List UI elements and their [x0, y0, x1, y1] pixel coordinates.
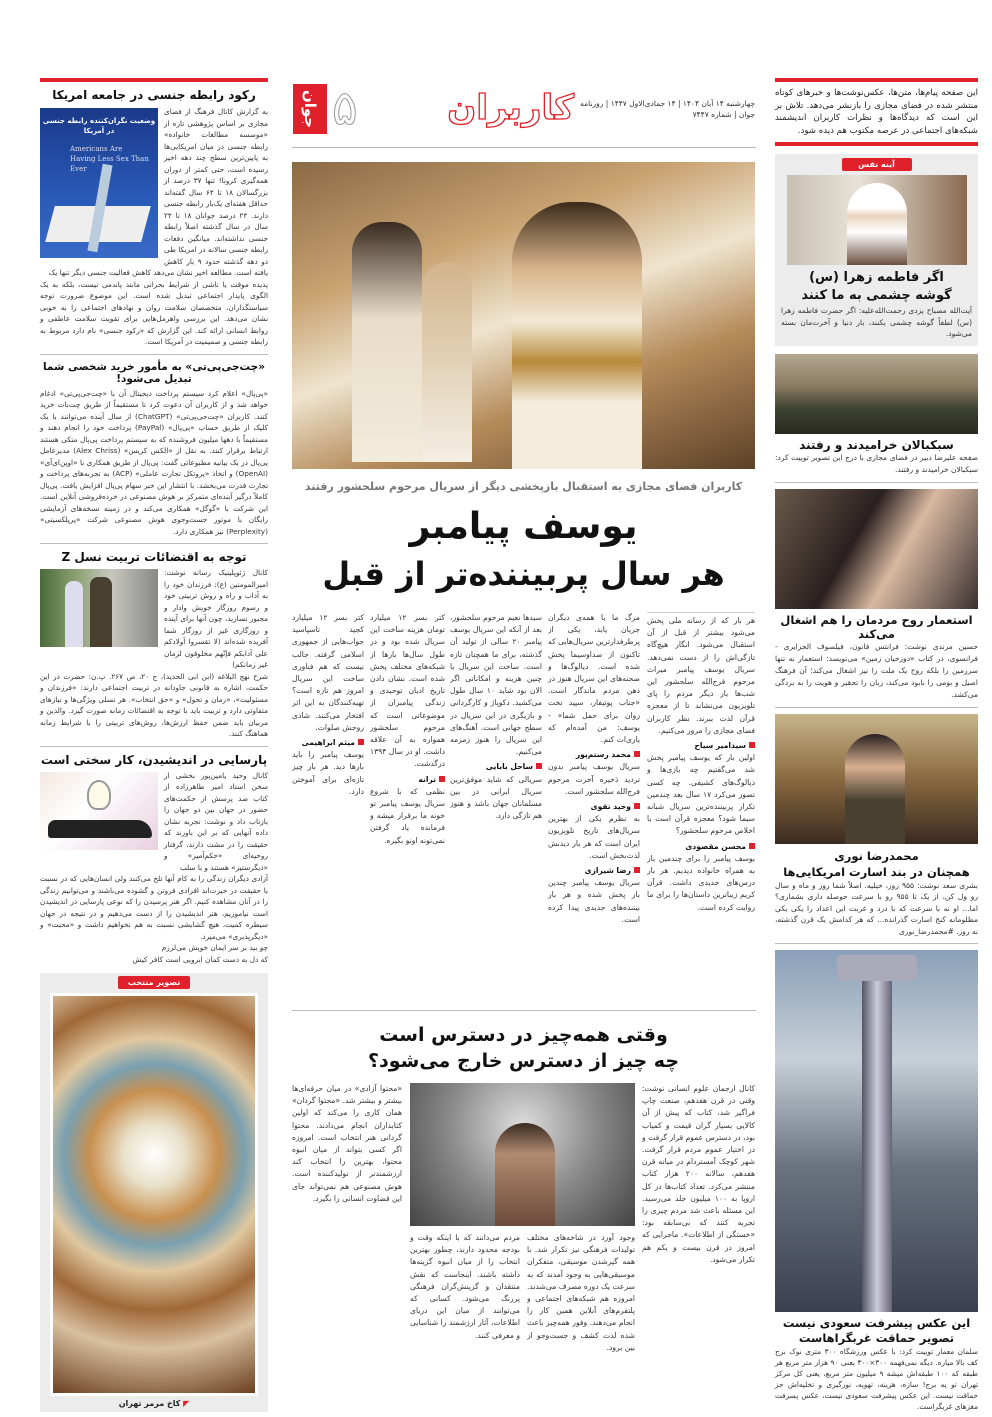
maleficent-photo [775, 489, 978, 609]
quote-text: اولین بار که یوسف پیامبر پخش شد می‌گفتیم چه بازی‌ها و دیالوگ‌های کشیفی. چه کسی تصور می‌کرد ۱۷ سال بعد چندمین تکرار پربیننده‌ترین سریال شبانه سیما شود؟ معجزه قرآن است یا اخلاص مرحوم سلحشور؟ [647, 753, 755, 836]
main-column-4 [370, 612, 445, 1004]
caption-marker-icon: ◤ [183, 1399, 190, 1408]
column-text: مرگ ما با همه‌ی دیگران جریان یابد، یکی از پرطرفدارترین سریال‌هایی که تاکنون از صداوسیما پخش شده است. دیالوگ‌ها و صحنه‌های این سریال هنوز در ذهن مردم ماندگار است. «جناب پوتیفار، سپید تخت روان برای حمل شما» - یوسف: من آمده‌ام که یاری‌ات کنم. [548, 613, 640, 745]
quote-author: ترانه [418, 774, 436, 784]
article2-headline [292, 1022, 755, 1074]
headline-line: محمدرضا نوری [834, 848, 919, 863]
headline-line: وقتی همه‌چیز در دسترس است [379, 1024, 668, 1046]
left-story-4 [40, 753, 268, 966]
logo: جوان [293, 84, 327, 134]
quote-text: به نظرم یکی از بهترین سریال‌های تاریخ تلویزیون ایران است که هر بار دیدنش لذت‌بخش است. [548, 814, 640, 860]
prisoner-illustration [775, 714, 978, 844]
article2-column-3 [410, 1232, 520, 1408]
main-column-5 [292, 612, 364, 1004]
featured-photo-box [40, 973, 268, 1412]
column-text: کتر بسر ۱۲ میلیارد تومان هزینه ساخت این سریال شده بود و در طول سال‌ها بارها از شبکه‌های مختلف پخش شده است. نشان دادن تاریخ ادیان توحیدی و زندگی پیامبران از موضوعاتی است که مرحوم سلحشور همواره به آن علاقه داشت. او در سال ۱۳۹۴ درگذشت. [370, 613, 445, 769]
left-s3-text-cont: شرح نهج البلاغه (ابن ابی الحدید)، ج ۲۰، ص ۲۶۷. پ.ن: حضرت در این حکمت، اشاره به قانونی جاودانه در تربیت اجتماعی دارند: «فرزندان و مسئولیت»، «زمان و تحول» و «حق انتخاب». هر نسلی ویژگی‌ها و نیازهای متفاوتی دارد و تربیت باید با توجه به اقتضائات زمانه صورت گیرد. والدین و مربیان باید ضمن حفظ ارزش‌ها، روش‌های تربیتی را با شرایط زمانه هماهنگ کنند. [40, 671, 268, 738]
quote-author: میثم ابراهیمی [301, 738, 355, 748]
quote-author: ساحل بابایی [485, 762, 533, 772]
s3-text: حسین مرندی نوشت: فرانتس فانون، فیلسوف الجزایری - فرانسوی، در کتاب «دوزخیان زمین» می‌نویسد: استعمار نه تنها سرزمین را بلکه روح یک ملت را نیز اشغال می‌کند؛ آن فرهنگ اصیل و بومی را نابود می‌کند، زبان را تحقیر و هویت را به بردگی می‌کشد. [775, 641, 978, 699]
column-text: مردم می‌دانند که با اینکه وقت و بودجه محدود دارند، چطور بهترین انتخاب را از میان انبوه گزینه‌ها داشته باشند. اینجاست که نقش منتقدان و گزینش‌گران فرهنگی پررنگ می‌شود. کسانی که می‌توانند از میان این دریای اطلاعات، آثار ارزشمند را شناسایی و معرفی کنند. [410, 1233, 520, 1340]
main-headline: یوسف پیامبر [409, 506, 638, 547]
quote-author: سیدامیر سیاح [694, 741, 746, 751]
box-headline [781, 269, 972, 305]
quote-text: یوسف پیامبر را برای چندمین بار به همراه خانواده دیدیم. هر بار درس‌های جدیدی داشت. قرآن کریم زیباترین داستان‌ها را برای ما روایت کرده است. [647, 853, 755, 912]
quote-author: محمد رستم‌پور [575, 750, 631, 760]
quote-text: سریال یوسف پیامبر بدون تردید ذخیره آخرت مرحوم فرج‌الله سلحشور است. [548, 762, 640, 796]
left-story-1 [40, 82, 268, 348]
page-number: ۵ [332, 80, 358, 136]
left-s1-text-cont: پدیده موقت یا ناشی از شرایط بحرانی مانند پاندمی نیست، بلکه به یک الگوی پایدار اجتماعی تبدیل شده است. این موضوع ضرورت توجه سیاستگذاران، متخصصان سلامت روان و نهادهای اجتماعی را به خوبی نشان می‌دهد. این بررسی واهرمل‌هایی برای تقویت سلامت عاطفی و روابط انسانی ارائه کند. این گزارش که «رکود جنسی» نام دارد مربوط به رابطه جنسی و صمیمیت در آمریکا است. [40, 279, 268, 346]
column-text: وجود آورد در شاخه‌های مختلف تولیدات فرهنگی نیز تکرار شد. با همه گیرشدن موسیقی، متفکران موسیقی‌هایی به وجود آمدند که به سرعت یک دوره مصرف می‌شدند. امروزه هم شبکه‌های اجتماعی و پلتفرم‌های آنلاین همین کار را انجام می‌دهند. وفور همه‌چیز باعث شده لذت کشف و جست‌وجو از بین برود. [527, 1233, 635, 1352]
quote-text: سریالی که شاید موفق‌ترین سریال ایرانی در بین مسلمانان جهان باشد و هنوز هم تازگی دارد. [450, 774, 542, 821]
main-column-3 [450, 612, 542, 1004]
headline-line: همچنان در بند اسارت امریکایی‌ها [783, 864, 970, 879]
page-intro: این صفحه پیام‌ها، متن‌ها، عکس‌نوشت‌ها و خبرهای کوتاه منتشر شده در فضای مجازی را بازنشر می‌دهد. تلاش بر این است که دیدگاه‌ها و نظرات کاربران اندیشمند شبکه‌های اجتماعی در عرصه مکتوب هم دیده شود. [775, 88, 978, 136]
left-s3-headline: توجه به اقتضائات تربیت نسل Z [61, 550, 247, 564]
main-column-1 [647, 612, 755, 1004]
column-text: سیدها نعیم مرحوم سلحشور، بعد از آنکه این سریال یوسف پیامبر ۲۰ سالی از تولید آن گذشته، برای ما همچنان تازه است. ساخت این سریال با چنین هزینه و امکاناتی اگر الان بود شاید ۱۰ سال طول می‌کشید. دکوپاژ و کارگردانی و بازیگری در این سریال در سطح جهانی است. آهنگ‌های این سریال را هنوز زمزمه می‌کنیم. [450, 613, 542, 757]
left-s4-text: کانال وحید یامین‌پور بخشی از سخن استاد امیر طاهرزاده از کتاب صد پرسش از حکمت‌های حضور در جهان بین دو جهان را بازتاب داد و نوشت: تجربه نشان داده آنهایی که بر این باورند که حقیقت را در مشت دارند، گرفتار روحیه‌ای «حکم‌آمیز» و «دیگرستیز» هستند و با سلب [164, 770, 268, 872]
headline-line: تصویر حماقت غربگراهاست [798, 1331, 955, 1345]
cleric-photo [787, 175, 967, 265]
article2-column-4 [292, 1083, 402, 1408]
bed-illustration [40, 108, 158, 258]
left-story-3 [40, 550, 268, 740]
s3-headline: استعمار روح مردمان را هم اشغال می‌کند [780, 612, 973, 641]
box-text: آیت‌الله مصباح یزدی رحمت‌الله‌علیه: اگر حضرت فاطمه زهرا (س) لطفاً گوشه چشمی بکنند، بار دنیا و آخرت‌مان بسته می‌شود. [781, 306, 972, 338]
s2-headline: سبکبالان خرامیدند و رفتند [799, 437, 954, 452]
s5-headline [775, 1316, 978, 1346]
s4-headline [775, 848, 978, 880]
featured-photo-tag: تصویر منتخب [118, 976, 190, 989]
main-subheadline: هر سال پربیننده‌تر از قبل [322, 555, 725, 593]
marble-palace-photo [50, 993, 258, 1396]
poem-line: که دل به دست کمان ابرویی است کافر کیش [132, 954, 268, 964]
dateline: چهارشنبه ۱۴ آبان ۱۴۰۴ | ۱۴ جمادی‌الاول ۱۴۴۷ | روزنامه جوان | شماره ۷۴۴۷ [580, 99, 755, 119]
left-s2-headline: «چت‌جی‌پی‌تی» به مأمور خرید شخصی شما تبدیل می‌شود! [42, 360, 265, 385]
right-column [775, 78, 978, 1412]
headline-line: این عکس پیشرفت سعودی نیست [782, 1316, 971, 1330]
headline-line: چه چیز از دسترس خارج می‌شود؟ [367, 1050, 680, 1072]
main-lead: هر بار که از رسانه ملی پخش می‌شود بیشتر از قبل از آن استقبال می‌شود. انگار هیچ‌گاه تازگی‌اش را از دست نمی‌دهد. سریال یوسف پیامبر میراث مرحوم فرج‌الله سلحشور این شب‌ها بار دیگر مردم را پای تلویزیون می‌نشاند تا از معجزه قرآن لذت ببرند. نظر کاربران فضای مجازی را مرور می‌کنیم. [647, 612, 755, 737]
column-text: کتر بسر ۱۲ میلیارد کجید تاسپاسید جواب‌هایی از جمهوری اسلامی گرفته. جالب نیست که هم فناوری ساخت این سریال امروز هم تازه است؟ تهیه‌کنندگان به این اثر افتخار می‌کنند. شادی روحش صلوات. [292, 613, 364, 732]
section-title: کاربران [447, 88, 574, 128]
quote-box [775, 154, 978, 346]
main-column-2 [548, 612, 640, 1004]
caption-text: کاخ مرمر تهران [118, 1399, 181, 1408]
s5-text: سلمان معمار توییت کرد: با عکس ورزشگاه ۳۰۰ متری نوک برج کف بالا میاره. دیگه نمی‌فهمه ۳۰۰×۳۰۰ یعنی ۹۰ هزار متر مربع هر طبقه که ۱۰۰ طبقه‌اش میشه ۹ میلیون متر مربع، یعنی کل مرکز تهران تو یه برج! سازه، هزینه، تهویه، نورگیری و تخلیه‌اش جز حماقت نیست. این عکس پیشرفت سعودی نیست، عکس پسرفت مغزهای غربگراست. [775, 1347, 979, 1411]
image-title: وضعیت نگران‌کننده رابطه جنسی در آمریکا [42, 117, 156, 135]
column-text: «محتوا آزادی» در میان حرفه‌ای‌ها بیشتر و بیشتر شد. «محتوا گردان» همان کاری را می‌کند که اولین کتابداران انجام می‌دادند. محتوا گردانی هنر انتخاب است. امروزه اگر کسی بتواند از میان انبوه محتوا، بهترین را انتخاب کند ارزشمندتر از تولیدکننده است. هوش مصنوعی هم نمی‌تواند جای این قضاوت انسانی را بگیرد. [292, 1084, 402, 1203]
left-s2-text: «پی‌پال» اعلام کرد سیستم پرداخت دیجیتال آن با «چت‌جی‌پی‌تی» ادغام خواهد شد و از کاربران آن دعوت کرد تا مستقیماً از طریق چت‌بات خرید کنند. کاربران «چت‌جی‌پی‌تی» (ChatGPT) از سال آینده می‌توانند با یک کلیک از طریق حساب «پی‌پال» (PayPal) پرداخت خود را انجام دهند و مستقیماً با دهها میلیون فروشنده که به سیستم پرداخت پی‌پال متکی هستند ارتباط برقرار کنند. به نقل از «الکس کریس» (Alex Chriss) مدیرعامل پی‌پال در یک بیانیه مطبوعاتی گفت: پی‌پال از طریق همکاری با «اوپن‌ای‌آی» (OpenAI) و اتخاذ «پروتکل تجارت عاملی» (ACP) به تجربه‌های پرداخت و تجارت قدرت می‌بخشد. با انتشار این خبر سهام پی‌پال افزایش یافت. پی‌پال کاملاً درگیر آینده‌ای متمرکز بر هوش مصنوعی در خرده‌فروشی آنلاین است. این شرکت با «گوگل» همکاری می‌کند و در زمینه نسخه‌های آزمایشی رایگان با موتور جست‌وجوی هوش مصنوعی شرکت «پرپلکسیتی» (Perplexity) نیز همکاری دارد. [40, 388, 268, 536]
quote-author: وحید تقوی [590, 802, 631, 812]
quote-text: یوسف پیامبر را باید بارها دید. هر بار چیز تازه‌ای برای آموختن دارد. [292, 750, 364, 796]
article2-column-2 [527, 1232, 635, 1408]
image-title-en: Americans Are Having Less Sex Than Ever [70, 145, 149, 173]
main-kicker: کاربران فضای مجازی به استقبال بازپخشی دیگر از سریال مرحوم سلحشور رفتند [304, 480, 743, 493]
commanders-group-photo [775, 354, 978, 434]
column-text: کانال ارجمان علوم انسانی نوشت: وقتی در قرن هفدهم، صنعت چاپ فراگیر شد، کتاب که پیش از آن کالایی بسیار گران قیمت و کمیاب بود، در دسترس عموم قرار گرفت و در اختیار عموم مردم قرار گرفت. شهر کوچک آمستردام در میانه قرن هفدهم، سالانه ۲۰۰ هزار کتاب منتشر می‌کرد. تعداد کتاب‌ها در کل اروپا به ۱۰۰ میلیون جلد می‌رسید. این مسئله باعث شد مردم چیزی را تجربه کنند که بی‌سابقه بود: «خستگی از اطلاعات». ماجرایی که امروز در قرن بیست و یکم هم تکرار می‌شود. [642, 1084, 755, 1264]
left-column [40, 78, 268, 1412]
left-s1-headline: رکود رابطه جنسی در جامعه امریکا [52, 88, 256, 102]
main-photo-yusuf-series [292, 162, 755, 469]
headline-line: اگر فاطمه زهرا (س) [809, 270, 944, 285]
poem-line: چو بید بر سر ایمان خویش می‌لرزم [161, 943, 268, 952]
saudi-tower-photo [775, 950, 978, 1312]
s2-text: صفحه علیرضا دبیر در فضای مجازی با درج این تصویر توییت کرد: سبکبالان خرامیدند و رفتند. [775, 452, 978, 474]
left-s4-text-cont: آزادی دیگران زندگی را به کام آنها تلخ می‌کنند ولی انسان‌هایی که در نسبت با حقیقت در حیرت‌اند افرادی فروتن و گشوده می‌باشند و می‌توانیم زندگی را در آنان مشاهده کنیم. اگر هنر پرسیدن را که نوعی پارسایی در اندیشیدن است نیاموزیم، هنر اندیشیدن را از دست می‌دهیم و در نتیجه در جهان سیطره کمیت، هیچ گشایشی نسبت به هم نخواهیم داشت و «محبت» و «دیگرپذیری» می‌میرد. [40, 874, 268, 941]
street-youth-photo [40, 569, 158, 647]
lightbulb-hand-image [40, 772, 158, 850]
quote-author: رضا شیرازی [584, 866, 631, 876]
headline-line: گوشه چشمی به ما کنند [801, 288, 952, 303]
quote-text: سریال یوسف پیامبر چندین بار پخش شده و هر بار بیننده‌های جدیدی پیدا کرده است. [548, 878, 640, 924]
featured-photo-caption [119, 1399, 190, 1408]
left-s3-text: کانال ژئوپلیتیک رسانه نوشت: امیرالمومنین (ع): فرزندان خود را به آداب و راه و روش تربیتی خود و رسوم روزگار خویش وادار و مجبور نسازید، چون آنها برای آینده و روزگاری غیر از روزگار شما آفریده شده‌اند (لا تقسروا أولادکم علی آدابکم فإنّهم مخلوقون لزمان غیر زمانکم) [164, 568, 268, 669]
s4-text: بشری سعد نوشت: ۹۵۵ روز، خیلیه. اصلاً شما روز و ماه و سال رو ول کن، از یک تا ۹۵۵ رو با سرعت حوصله داری بشماری؟ اما... او نه با سرعت که با درد و غربت این اعداد را یکی یکی مظلومانه کنج اسارت گذرانده... که هر کدامش یک قرن گذشته، نه روز. #محمدرضا_نوری [775, 880, 978, 936]
box-tag: آینه نفس [842, 158, 912, 171]
quote-text: نظمی که با شروع سریال یوسف پیامبر تو خونه ما برقرار میشه و فرمانده یاد گرفتن نمی‌تونه اونو بگیره. [370, 786, 445, 845]
quote-author: محسن مقصودی [685, 841, 746, 851]
stressed-man-photo [410, 1083, 635, 1226]
left-s1-text: به گزارش کانال فرهنگ از فضای مجازی بر اساس پژوهشی تازه از «موسسه مطالعات خانواده» رابطه جنسی در میان امریکایی‌ها به پایین‌ترین سطح چند دهه اخیر رسیده است، حتی کمتر از دوران همه‌گیری کرونا! تنها ۳۷ درصد از بزرگسالان ۱۸ تا ۶۴ سال گفته‌اند حداقل هفته‌ای یک‌بار رابطه جنسی دارند. ۲۴ درصد جوانان ۱۸ تا ۲۴ سال در سال گذشته اصلاً رابطه جنسی نداشته‌اند. میانگین دفعات رابطه جنسی سالانه در امریکا طی دو دهه گذشته حدود ۹ بار کاهش یافته است. مطالعه اخیر نشان می‌دهد کاهش فعالیت جنسی دیگر تنها یک [48, 107, 268, 277]
article2-column-1 [642, 1083, 755, 1408]
left-s4-headline: پارسایی در اندیشیدن، کار سختی است [40, 752, 268, 767]
left-story-2 [40, 361, 268, 538]
